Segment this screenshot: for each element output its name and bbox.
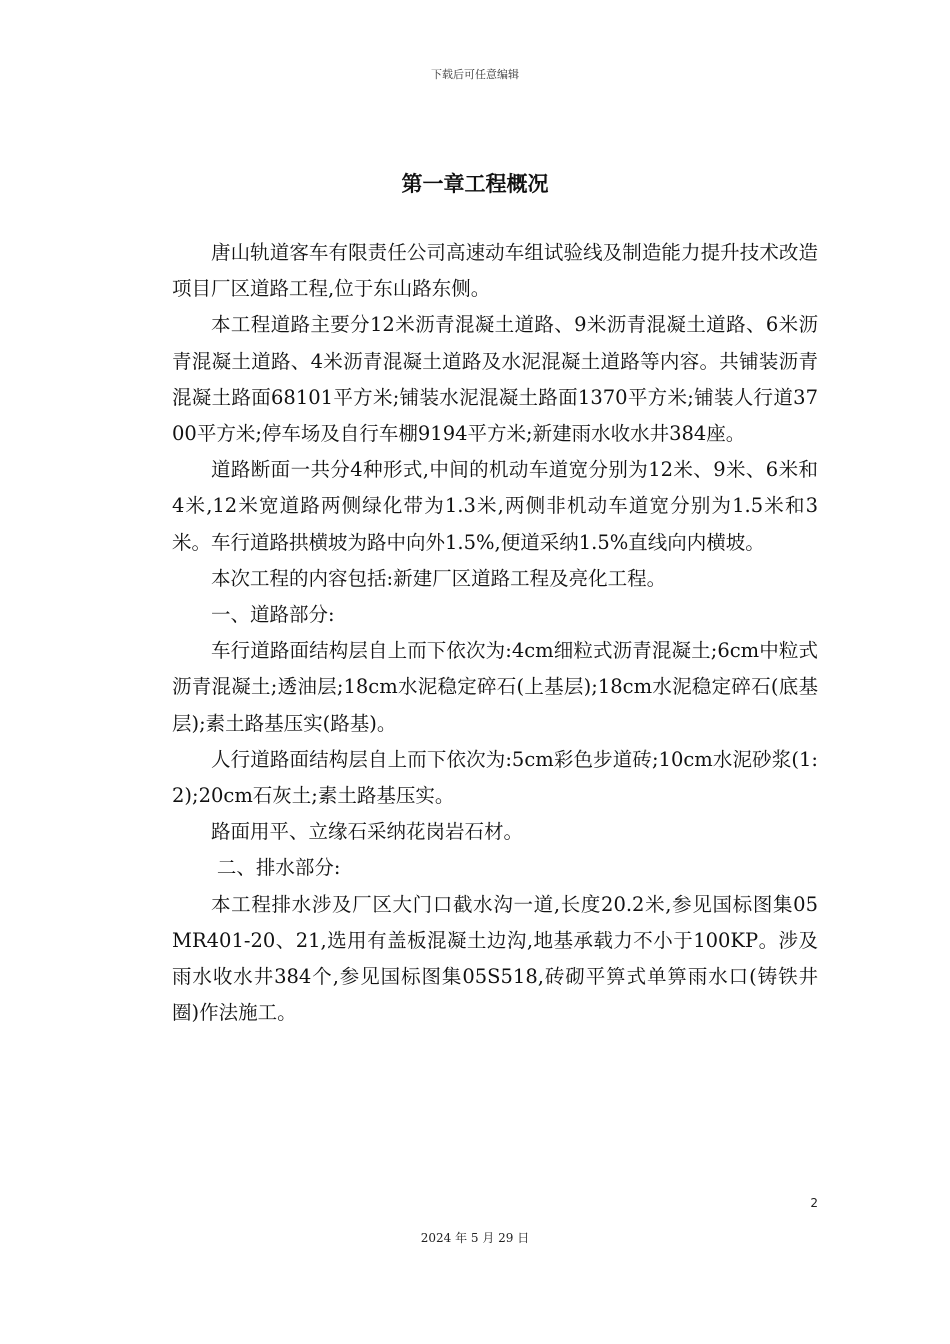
paragraph-sidewalk-structure: 人行道路面结构层自上而下依次为:5cm彩色步道砖;10cm水泥砂浆(1:2);20cm石灰土;素土路基压实。 [172, 747, 818, 808]
paragraph-scope: 本次工程的内容包括:新建厂区道路工程及亮化工程。 [211, 566, 667, 590]
page-footer-date: 2024 年 5 月 29 日 [420, 1231, 530, 1245]
paragraph-curbstone: 路面用平、立缘石采纳花岗岩石材。 [211, 820, 524, 844]
page-header: 下载后可任意编辑 [431, 68, 519, 81]
paragraph-carriageway-structure: 车行道路面结构层自上而下依次为:4cm细粒式沥青混凝土;6cm中粒式沥青混凝土;透油层;18cm水泥稳定碎石(上基层);18cm水泥稳定碎石(底基层);素土路基压实(路基)。 [172, 639, 818, 735]
body-text [172, 235, 818, 1031]
paragraph-road-section: 道路断面一共分4种形式,中间的机动车道宽分别为12米、9米、6米和4米,12米宽道路两侧绿化带为1.3米,两侧非机动车道宽分别为1.5米和3米。车行道路拱横坡为路中向外1.5%,便道采纳1.5%直线向内横坡。 [172, 458, 818, 554]
section-heading-road: 一、道路部分: [211, 603, 335, 627]
paragraph-drainage: 本工程排水涉及厂区大门口截水沟一道,长度20.2米,参见国标图集05MR401-20、21,选用有盖板混凝土边沟,地基承载力不小于100KP。涉及雨水收水井384个,参见国标图集05S518,砖砌平箅式单箅雨水口(铸铁井圈)作法施工。 [172, 892, 818, 1025]
section-heading-drainage: 二、排水部分: [216, 856, 341, 880]
chapter-title: 第一章工程概况 [401, 172, 549, 196]
paragraph-location: 唐山轨道客车有限责任公司高速动车组试验线及制造能力提升技术改造项目厂区道路工程,位于东山路东侧。 [172, 241, 818, 301]
page-number: 2 [810, 1196, 818, 1210]
paragraph-road-types: 本工程道路主要分12米沥青混凝土道路、9米沥青混凝土道路、6米沥青混凝土道路、4米沥青混凝土道路及水泥混凝土道路等内容。共铺装沥青混凝土路面68101平方米;铺装水泥混凝土路面1370平方米;铺装人行道3700平方米;停车场及自行车棚9194平方米;新建雨水收水井384座。 [172, 313, 818, 446]
